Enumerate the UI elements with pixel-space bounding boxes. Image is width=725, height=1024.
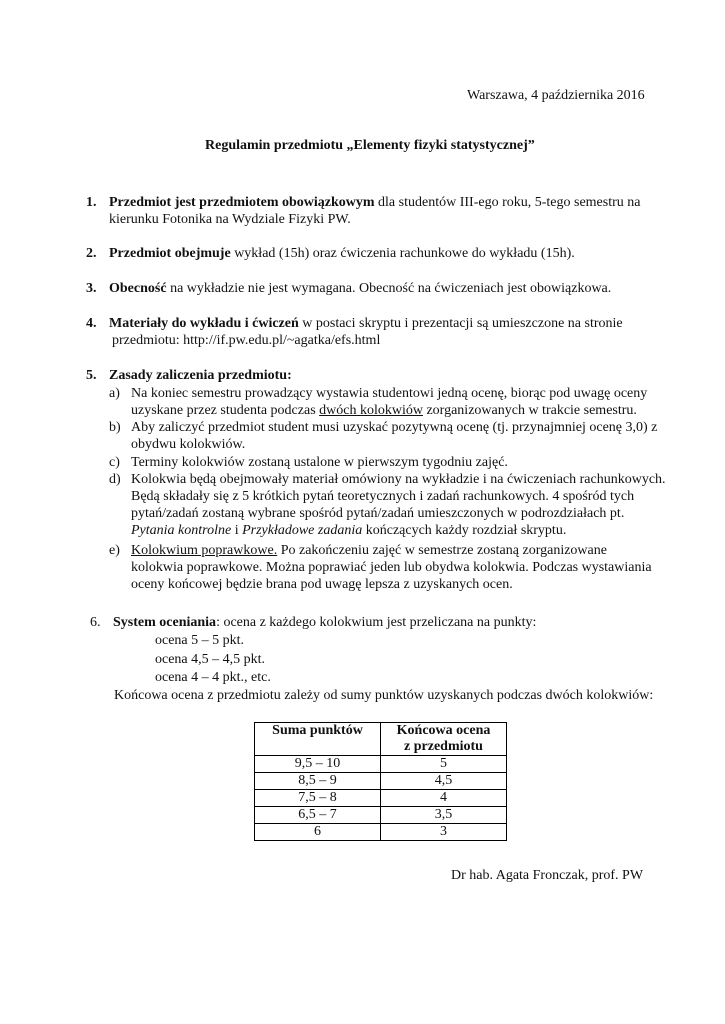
- item-4-link-line: przedmiotu: http://if.pw.edu.pl/~agatka/efs.html: [112, 333, 381, 348]
- table-row: [255, 773, 507, 790]
- table-cell-points: 6,5 – 7: [255, 807, 381, 824]
- item-3-bold: Obecność: [109, 281, 167, 296]
- item-5d-label: d): [109, 472, 121, 487]
- item-3-text: na wykładzie nie jest wymagana. Obecność na ćwiczeniach jest obowiązkowa.: [166, 281, 612, 296]
- item-1-number: 1.: [86, 195, 97, 210]
- item-2-number: 2.: [86, 246, 97, 261]
- item-5e-line-2: kolokwia poprawkowe. Można poprawiać jeden lub obydwa kolokwia. Podczas wystawiania: [131, 560, 652, 575]
- item-6-bold: System oceniania: [113, 615, 217, 630]
- table-header-points: Suma punktów: [255, 723, 381, 756]
- item-3-number: 3.: [86, 281, 97, 296]
- item-5c-line-1: Terminy kolokwiów zostaną ustalone w pierwszym tygodniu zajęć.: [131, 455, 508, 470]
- document-date: Warszawa, 4 października 2016: [467, 88, 645, 103]
- item-5b-label: b): [109, 420, 121, 435]
- item-5-number: 5.: [86, 368, 97, 383]
- item-5a-line-2: [131, 402, 637, 419]
- item-5a-text-1: uzyskane przez studenta podczas: [131, 403, 320, 418]
- item-2-bold: Przedmiot obejmuje: [109, 246, 231, 261]
- item-5c-label: c): [109, 455, 120, 470]
- table-header-grade: [381, 723, 507, 756]
- signature: Dr hab. Agata Fronczak, prof. PW: [451, 868, 644, 883]
- item-5e-label: e): [109, 543, 120, 558]
- item-5a-label: a): [109, 386, 120, 401]
- table-cell-grade: 4,5: [381, 773, 507, 790]
- item-5e-text: Po zakończeniu zajęć w semestrze zostaną zorganizowane: [277, 543, 607, 558]
- document-title: Regulamin przedmiotu „Elementy fizyki statystycznej”: [205, 138, 535, 153]
- table-cell-grade: 3: [381, 824, 507, 841]
- item-5a-line-1: Na koniec semestru prowadzący wystawia studentowi jedną ocenę, biorąc pod uwagę oceny: [131, 386, 648, 401]
- table-header-row: [255, 723, 507, 756]
- grade-line-3: ocena 4 – 4 pkt., etc.: [155, 670, 271, 685]
- item-5a-text-2: zorganizowanych w trakcie semestru.: [422, 403, 637, 418]
- item-5d-line-1: Kolokwia będą obejmowały materiał omówiony na wykładzie i na ćwiczeniach rachunkowych.: [131, 472, 666, 487]
- item-5d-text-mid: i: [231, 523, 243, 538]
- item-5d-text-end: kończących każdy rozdział skryptu.: [362, 523, 567, 538]
- grade-line-2: ocena 4,5 – 4,5 pkt.: [155, 652, 266, 667]
- item-5a-underlined: dwóch kolokwiów: [319, 403, 423, 418]
- table-cell-points: 9,5 – 10: [255, 756, 381, 773]
- item-1-text: dla studentów III-ego roku, 5-tego semestru na: [374, 195, 641, 210]
- item-1-bold: Przedmiot jest przedmiotem obowiązkowym: [109, 195, 375, 210]
- item-5-heading: Zasady zaliczenia przedmiotu:: [109, 368, 292, 383]
- item-5d-line-2: Będą składały się z 5 krótkich pytań teoretycznych i zadań rachunkowych. 4 spośród tych: [131, 489, 635, 504]
- table-cell-points: 7,5 – 8: [255, 790, 381, 807]
- table-row: [255, 824, 507, 841]
- item-5b-line-1: Aby zaliczyć przedmiot student musi uzyskać pozytywną ocenę (tj. przynajmniej ocenę 3,0) z: [131, 420, 658, 435]
- item-5d-line-3: pytań/zadań zostaną wybrane spośród pytań/zadań umieszczonych w podrozdziałach pt.: [131, 506, 625, 521]
- final-grade-description: Końcowa ocena z przedmiotu zależy od sumy punktów uzyskanych podczas dwóch kolokwiów:: [114, 688, 654, 703]
- table-cell-grade: 3,5: [381, 807, 507, 824]
- item-4-number: 4.: [86, 316, 97, 331]
- item-2-text: wykład (15h) oraz ćwiczenia rachunkowe do wykładu (15h).: [230, 246, 575, 261]
- item-4-bold: Materiały do wykładu i ćwiczeń: [109, 316, 299, 331]
- item-1-line-2: kierunku Fotonika na Wydziale Fizyki PW.: [109, 212, 351, 227]
- grading-table: [254, 722, 507, 841]
- table-row: [255, 756, 507, 773]
- item-4: [109, 315, 623, 332]
- item-5e-line-3: oceny końcowej będzie brana pod uwagę lepsza z uzyskanych ocen.: [131, 577, 513, 592]
- item-5e-line-1: [131, 542, 607, 559]
- item-1: [109, 194, 640, 211]
- table-cell-grade: 5: [381, 756, 507, 773]
- table-header-grade-line-1: Końcowa ocena: [396, 723, 491, 738]
- item-5e-underlined: Kolokwium poprawkowe.: [131, 543, 278, 558]
- item-5d-line-4: [131, 522, 566, 539]
- table-header-grade-line-2: z przedmiotu: [404, 739, 483, 754]
- item-3: [109, 280, 611, 297]
- item-5b-line-2: obydwu kolokwiów.: [131, 437, 246, 452]
- grade-line-1: ocena 5 – 5 pkt.: [155, 633, 245, 648]
- item-5d-italic-1: Pytania kontrolne: [131, 523, 232, 538]
- table-cell-points: 6: [255, 824, 381, 841]
- item-6-text: : ocena z każdego kolokwium jest przeliczana na punkty:: [216, 615, 537, 630]
- table-row: [255, 807, 507, 824]
- item-5d-italic-2: Przykładowe zadania: [242, 523, 363, 538]
- table-cell-grade: 4: [381, 790, 507, 807]
- table-cell-points: 8,5 – 9: [255, 773, 381, 790]
- item-4-text: w postaci skryptu i prezentacji są umieszczone na stronie: [298, 316, 623, 331]
- table-row: [255, 790, 507, 807]
- item-6-number: 6.: [90, 615, 101, 630]
- item-2: [109, 245, 575, 262]
- item-6: [113, 614, 536, 631]
